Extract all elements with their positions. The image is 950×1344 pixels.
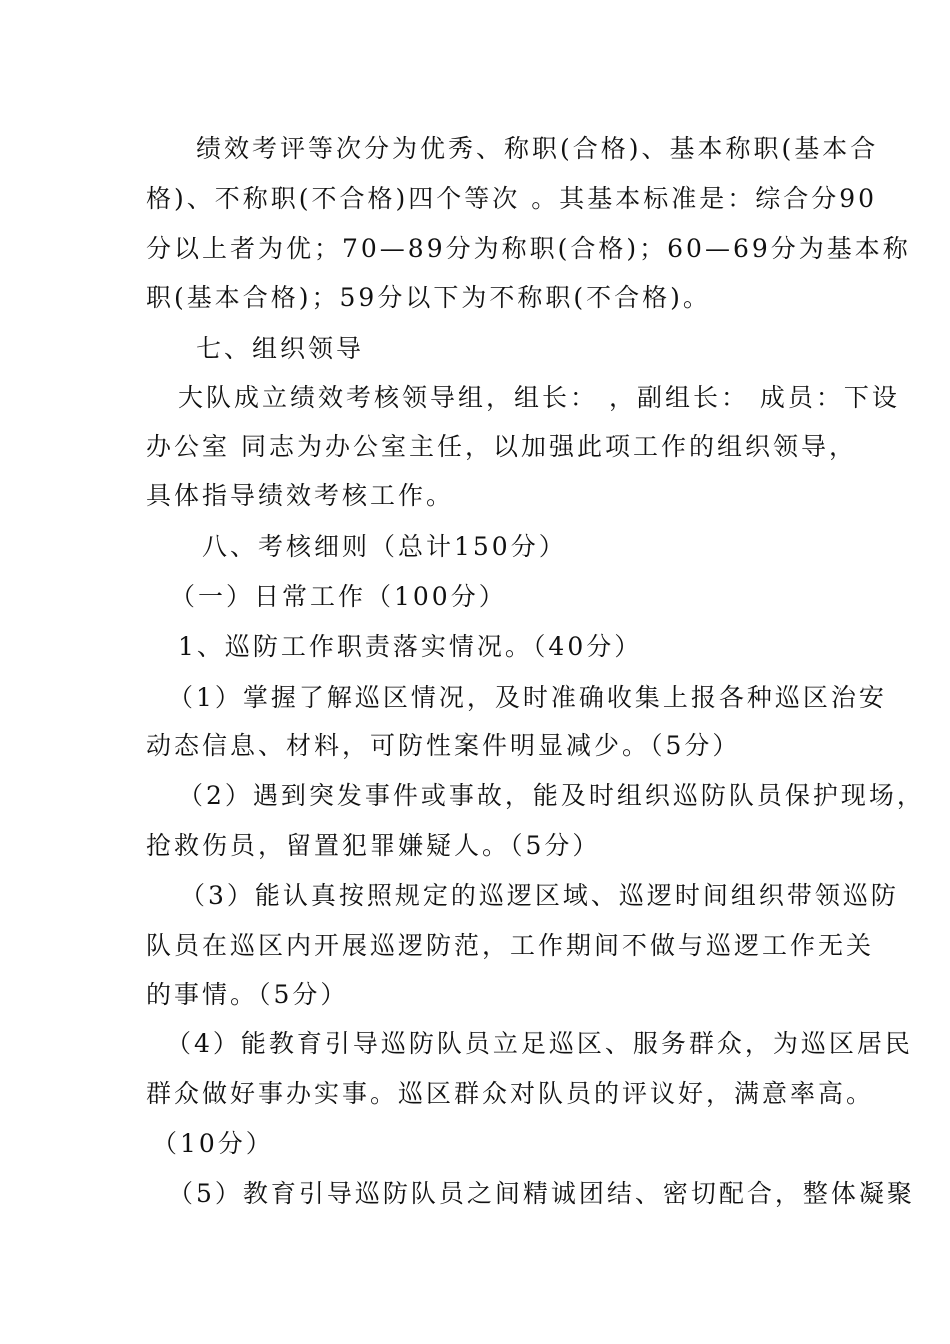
clause-5-line-1: （5）教育引导巡防队员之间精诚团结、密切配合，整体凝聚 bbox=[168, 1179, 915, 1208]
clause-4-line-2: 群众做好事办实事。巡区群众对队员的评议好，满意率高。 bbox=[146, 1079, 875, 1108]
paragraph-leadership-line-1: 大队成立绩效考核领导组，组长： ，副组长： 成员：下设 bbox=[178, 383, 900, 412]
paragraph-leadership-line-2: 办公室 同志为办公室主任，以加强此项工作的组织领导， bbox=[146, 432, 857, 461]
section-heading-organization: 七、组织领导 bbox=[196, 334, 365, 363]
paragraph-grading-levels-line-1: 绩效考评等次分为优秀、称职(合格)、基本称职(基本合 bbox=[196, 134, 879, 163]
subsection-heading-daily-work: （一）日常工作（100分） bbox=[170, 582, 507, 611]
clause-3-line-2: 队员在巡区内开展巡逻防范，工作期间不做与巡逻工作无关 bbox=[146, 931, 875, 960]
paragraph-grading-levels-line-2: 格)、不称职(不合格)四个等次 。其基本标准是：综合分90 bbox=[146, 184, 878, 213]
clause-4-line-3: （10分） bbox=[152, 1129, 274, 1158]
clause-2-line-2: 抢救伤员，留置犯罪嫌疑人。（5分） bbox=[146, 831, 601, 860]
section-heading-assessment-rules: 八、考核细则（总计150分） bbox=[202, 532, 567, 561]
paragraph-grading-levels-line-4: 职(基本合格)；59分以下为不称职(不合格)。 bbox=[146, 283, 711, 312]
clause-1-line-2: 动态信息、材料，可防性案件明显减少。（5分） bbox=[146, 731, 741, 760]
item-heading-patrol-duties: 1、巡防工作职责落实情况。（40分） bbox=[178, 632, 643, 661]
clause-3-line-1: （3）能认真按照规定的巡逻区域、巡逻时间组织带领巡防 bbox=[180, 881, 899, 910]
clause-3-line-3: 的事情。（5分） bbox=[146, 980, 349, 1009]
clause-4-line-1: （4）能教育引导巡防队员立足巡区、服务群众，为巡区居民 bbox=[166, 1029, 913, 1058]
clause-2-line-1: （2）遇到突发事件或事故，能及时组织巡防队员保护现场， bbox=[178, 781, 925, 810]
paragraph-leadership-line-3: 具体指导绩效考核工作。 bbox=[146, 481, 455, 510]
clause-1-line-1: （1）掌握了解巡区情况，及时准确收集上报各种巡区治安 bbox=[168, 683, 887, 712]
paragraph-grading-levels-line-3: 分以上者为优；70—89分为称职(合格)；60—69分为基本称 bbox=[146, 234, 911, 263]
